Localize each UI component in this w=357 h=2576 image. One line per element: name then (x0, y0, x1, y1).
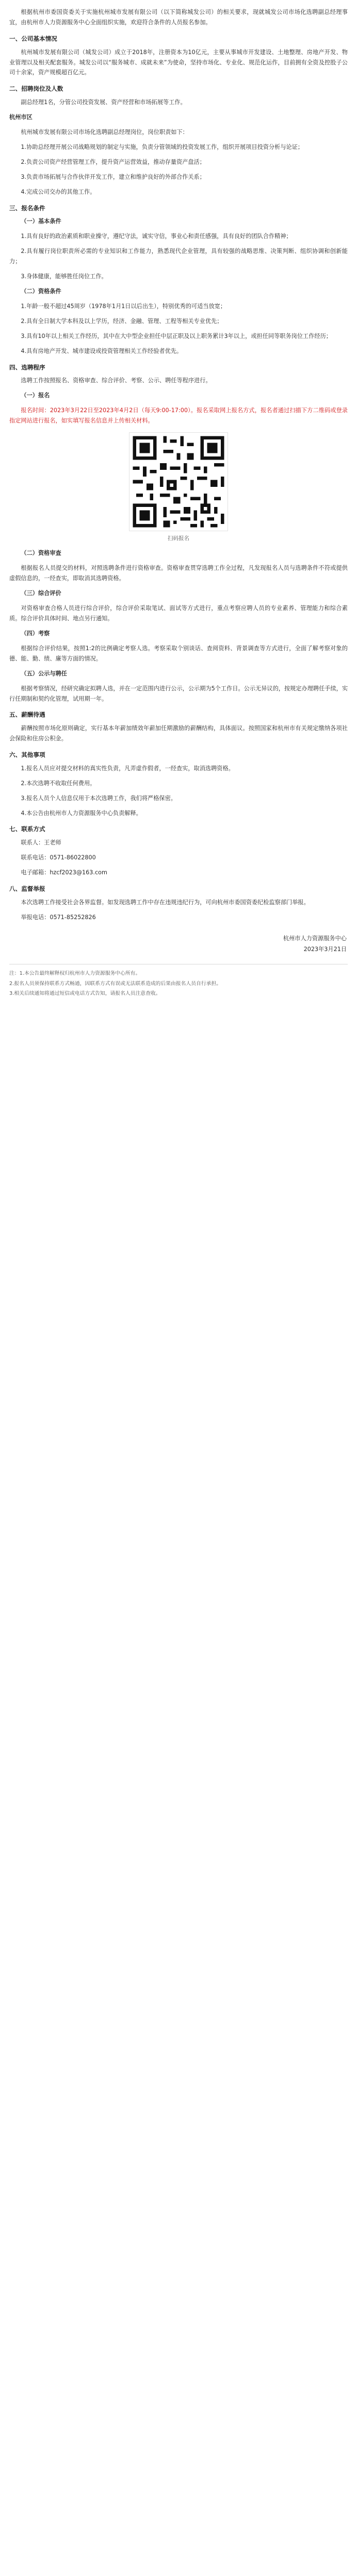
section-4-inspection-paragraph: 根据综合评价结果，按照1:2的比例确定考察人选。考察采取个别谈话、查阅资料、背景调查等方式进行，全面了解考察对象的德、能、勤、绩、廉等方面的情况。 (9, 645, 348, 662)
section-2-box-paragraph: 杭州城市发展有限公司市场化选聘副总经理岗位，岗位职责如下： (21, 128, 188, 135)
section-3-item-1: 1.具有良好的政治素质和职业操守，遵纪守法，诚实守信，事业心和责任感强，具有良好的团队合作精神； (21, 233, 292, 240)
qr-caption: 扫码报名 (168, 535, 189, 542)
contact-person: 联系人：王老师 (21, 839, 61, 846)
qr-block (9, 432, 348, 542)
signature-block (9, 933, 347, 955)
signature-date: 2023年3月21日 (303, 945, 347, 953)
section-4-sub-4: （四）考察 (21, 630, 50, 637)
section-3-item-3: 3.身体健康，能够胜任岗位工作。 (21, 273, 107, 280)
section-6-item-1: 1.报名人员应对提交材料的真实性负责，凡弄虚作假者，一经查实，取消选聘资格。 (21, 765, 234, 772)
section-2-duty-3: 3.负责市场拓展与合作伙伴开发工作，建立和维护良好的外部合作关系； (21, 173, 205, 180)
intro-paragraph: 根据杭州市委国资委关于实施杭州城市发展有限公司（以下简称城发公司）的相关要求，现就城发公司市场化选聘副总经理事宜，由杭州市人力资源服务中心全面组织实施，欢迎符合条件的人员报名参加。 (9, 9, 348, 26)
section-1-paragraph: 杭州城市发展有限公司（城发公司）成立于2018年，注册资本为10亿元，主要从事城市开发建设、土地整理、房地产开发、物业管理以及相关配套服务。城发公司以“服务城市、成就未来”为使命，坚持市场化、专业化、规范化运作，目前拥有全资及控股子公司十余家，资产规模超百亿元。 (9, 48, 348, 76)
section-5-title: 五、薪酬待遇 (9, 711, 45, 719)
section-6-item-3: 3.报名人员个人信息仅用于本次选聘工作，我们将严格保密。 (21, 794, 176, 802)
announcement-body (0, 0, 357, 998)
section-2-title: 二、招聘岗位及人数 (9, 85, 63, 93)
section-4-sub-2: （二）资格审查 (21, 550, 61, 557)
contact-phone: 联系电话：0571-86022800 (21, 854, 96, 861)
section-2-duty-2: 2.负责公司资产经营管理工作，提升资产运营效益，推动存量资产盘活； (21, 158, 205, 165)
section-2-duty-4: 4.完成公司交办的其他工作。 (21, 188, 96, 195)
section-1-title: 一、公司基本情况 (9, 35, 57, 42)
section-3-item-2: 2.具有履行岗位职责所必需的专业知识和工作能力，熟悉现代企业管理，具有较强的战略思维、决策判断、组织协调和创新能力； (9, 248, 348, 265)
section-3-item-5: 2.具有全日制大学本科及以上学历，经济、金融、管理、工程等相关专业优先； (21, 317, 223, 325)
section-3-sub-2: （二）资格条件 (21, 288, 61, 295)
section-4-appointment-paragraph: 根据考察情况，经研究确定拟聘人选，并在一定范围内进行公示，公示期为5个工作日。公示无异议的，按规定办理聘任手续，实行任期制和契约化管理，试用期一年。 (9, 685, 348, 702)
contact-email: 电子邮箱：hzcf2023@163.com (21, 869, 107, 876)
section-4-sub-1: （一）报名 (21, 392, 50, 399)
signature-org: 杭州市人力资源服务中心 (283, 935, 347, 942)
note-item: 3.相关后续通知将通过短信或电话方式告知，请报名人员注意查收。 (9, 991, 161, 997)
section-3-sub-1: （一）基本条件 (21, 218, 61, 225)
section-3-item-4: 1.年龄一般不超过45周岁（1978年1月1日以后出生），特别优秀的可适当放宽； (21, 302, 226, 310)
section-4-paragraph: 选聘工作按照报名、资格审查、综合评价、考察、公示、聘任等程序进行。 (21, 377, 212, 384)
section-3-title: 三、报名条件 (9, 204, 45, 212)
section-6-item-4: 4.本公告由杭州市人力资源服务中心负责解释。 (21, 809, 142, 817)
section-3-item-7: 4.具有房地产开发、城市建设或投资管理相关工作经验者优先。 (21, 347, 183, 354)
notes-block (9, 964, 348, 998)
section-3-item-6: 3.具有10年以上相关工作经历，其中在大中型企业担任中层正职及以上职务累计3年以上，或担任同等职务岗位工作经历； (21, 332, 332, 340)
report-phone: 举报电话：0571-85252826 (21, 913, 96, 921)
section-2-paragraph: 副总经理1名，分管公司投资发展、资产经营和市场拓展等工作。 (21, 99, 186, 106)
note-item: 2.报名人员须保持联系方式畅通，因联系方式有误或无法联系造成的后果由报名人员自行承担。 (9, 980, 222, 987)
registration-time-paragraph: 报名时间：2023年3月22日至2023年4月2日（每天9:00-17:00）。报名采取网上报名方式，报名者通过扫描下方二维码或登录指定网站进行报名，如实填写报名信息并上传相关材料。 (9, 407, 348, 425)
section-4-title: 四、选聘程序 (9, 363, 45, 371)
section-4-sub-3: （三）综合评价 (21, 590, 61, 597)
section-8-title: 八、监督举报 (9, 885, 45, 892)
qr-code-image[interactable] (129, 432, 228, 531)
section-2-box-title: 杭州市区 (9, 114, 33, 121)
section-8-paragraph: 本次选聘工作接受社会各界监督。如发现选聘工作中存在违规违纪行为，可向杭州市委国资委纪检监察部门举报。 (21, 899, 310, 906)
section-7-title: 七、联系方式 (9, 825, 45, 833)
section-6-item-2: 2.本次选聘不收取任何费用。 (21, 779, 96, 787)
section-4-sub-5: （五）公示与聘任 (21, 670, 67, 677)
note-item: 注：1.本公告最终解释权归杭州市人力资源服务中心所有。 (9, 971, 141, 977)
section-4-qualification-paragraph: 根据报名人员提交的材料，对照选聘条件进行资格审查。资格审查贯穿选聘工作全过程，凡发现报名人员与选聘条件不符或提供虚假信息的，一经查实，即取消其选聘资格。 (9, 565, 348, 582)
section-4-evaluation-paragraph: 对资格审查合格人员进行综合评价，综合评价采取笔试、面试等方式进行，重点考察应聘人员的专业素养、管理能力和综合素质。综合评价具体时间、地点另行通知。 (9, 604, 348, 622)
section-6-title: 六、其他事项 (9, 751, 45, 759)
section-2-duty-1: 1.协助总经理开展公司战略规划的制定与实施，负责分管领域的投资发展工作，组织开展项目投资分析与论证； (21, 143, 304, 150)
section-5-paragraph: 薪酬按照市场化原则确定，实行基本年薪加绩效年薪加任期激励的薪酬结构，具体面议。按照国家和杭州市有关规定缴纳各项社会保险和住房公积金。 (9, 725, 348, 742)
